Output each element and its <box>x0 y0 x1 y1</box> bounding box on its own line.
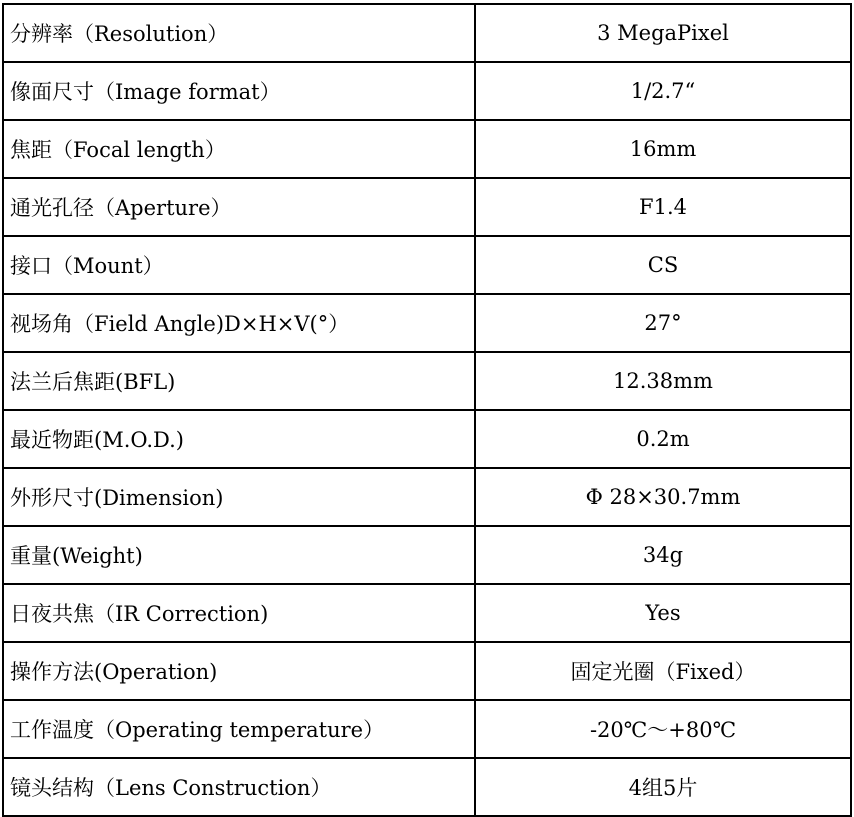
param-value: 4组5片 <box>475 758 851 816</box>
param-value: Yes <box>475 584 851 642</box>
param-value: 34g <box>475 526 851 584</box>
table-row <box>3 294 851 352</box>
param-value: 固定光圈（Fixed） <box>475 642 851 700</box>
table-row <box>3 120 851 178</box>
param-label: 分辨率（Resolution） <box>3 4 475 62</box>
param-label: 镜头结构（Lens Construction） <box>3 758 475 816</box>
table-row <box>3 178 851 236</box>
param-value: 12.38mm <box>475 352 851 410</box>
param-value: F1.4 <box>475 178 851 236</box>
table-row <box>3 410 851 468</box>
param-label: 法兰后焦距(BFL) <box>3 352 475 410</box>
param-label: 像面尺寸（Image format） <box>3 62 475 120</box>
param-label: 最近物距(M.O.D.) <box>3 410 475 468</box>
param-value: 3 MegaPixel <box>475 4 851 62</box>
param-label: 重量(Weight) <box>3 526 475 584</box>
param-label: 通光孔径（Aperture） <box>3 178 475 236</box>
table-row <box>3 584 851 642</box>
param-value: 27° <box>475 294 851 352</box>
param-value: 1/2.7“ <box>475 62 851 120</box>
table-row <box>3 352 851 410</box>
param-label: 日夜共焦（IR Correction) <box>3 584 475 642</box>
table-row <box>3 236 851 294</box>
table-row <box>3 526 851 584</box>
table-row <box>3 62 851 120</box>
table-row <box>3 700 851 758</box>
param-label: 外形尺寸(Dimension) <box>3 468 475 526</box>
param-label: 视场角（Field Angle)D×H×V(°） <box>3 294 475 352</box>
table-row <box>3 468 851 526</box>
lens-spec-table <box>2 3 852 817</box>
param-value: -20℃～+80℃ <box>475 700 851 758</box>
table-row <box>3 4 851 62</box>
param-value: 0.2m <box>475 410 851 468</box>
param-label: 焦距（Focal length） <box>3 120 475 178</box>
table-row <box>3 758 851 816</box>
table-row <box>3 642 851 700</box>
param-label: 工作温度（Operating temperature） <box>3 700 475 758</box>
param-value: 16mm <box>475 120 851 178</box>
param-label: 接口（Mount） <box>3 236 475 294</box>
param-value: CS <box>475 236 851 294</box>
param-label: 操作方法(Operation) <box>3 642 475 700</box>
param-value: Φ 28×30.7mm <box>475 468 851 526</box>
